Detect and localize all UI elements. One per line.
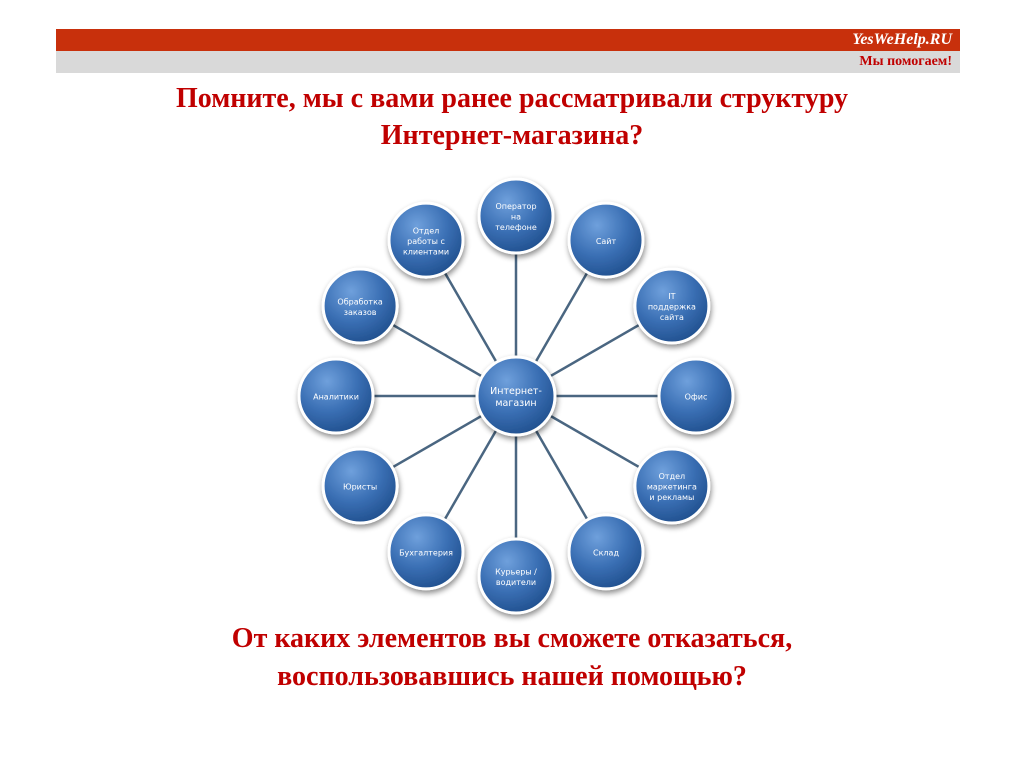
node-marketing-label-line: Отдел xyxy=(658,472,686,482)
node-operator-label-line: на xyxy=(510,212,522,222)
node-couriers-label xyxy=(495,567,537,587)
node-accounting xyxy=(389,515,463,589)
node-couriers xyxy=(479,539,553,613)
node-order-processing xyxy=(323,269,397,343)
node-analytics-label xyxy=(313,393,359,402)
node-analytics xyxy=(299,359,373,433)
node-operator xyxy=(479,179,553,253)
node-it-support-label-line: сайта xyxy=(659,313,684,323)
node-client-dept-label-line: работы с xyxy=(407,236,445,246)
node-marketing-label-line: маркетинга xyxy=(646,482,697,492)
node-site-label xyxy=(596,237,617,246)
node-couriers-label-line: Курьеры / xyxy=(495,567,537,577)
node-office-label xyxy=(685,393,708,402)
node-marketing xyxy=(635,449,709,523)
node-site xyxy=(569,203,643,277)
hub-node-label-line: магазин xyxy=(495,398,537,410)
node-accounting-label-line: Бухгалтерия xyxy=(399,548,453,558)
question-text xyxy=(56,620,968,696)
question-line-1: От каких элементов вы сможете отказаться, xyxy=(231,623,793,654)
node-analytics-label-line: Аналитики xyxy=(313,392,359,402)
node-couriers-label-line: водители xyxy=(495,577,537,587)
node-lawyers xyxy=(323,449,397,523)
node-it-support-label-line: поддержка xyxy=(647,302,696,312)
node-order-processing-label xyxy=(337,297,383,317)
hub-node-label xyxy=(490,386,542,409)
node-client-dept-label-line: Отдел xyxy=(412,226,440,236)
brand-slogan: Мы помогаем! xyxy=(859,54,952,69)
node-warehouse-label-line: Склад xyxy=(593,548,619,558)
node-operator-label-line: телефоне xyxy=(495,223,537,233)
node-client-dept xyxy=(389,203,463,277)
node-order-processing-label-line: Обработка xyxy=(337,297,383,307)
slide-title-line-1: Помните, мы с вами ранее рассматривали структуру xyxy=(175,83,849,114)
node-office xyxy=(659,359,733,433)
node-client-dept-label-line: клиентами xyxy=(402,247,450,257)
hub-node-label-line: Интернет- xyxy=(490,386,542,398)
brand-name: YesWeHelp.RU xyxy=(852,31,952,48)
node-it-support-label-line: IT xyxy=(668,292,676,302)
node-site-label-line: Сайт xyxy=(595,236,617,246)
node-office-label-line: Офис xyxy=(684,392,708,402)
nodes-group xyxy=(299,179,733,613)
node-accounting-label xyxy=(399,549,453,558)
node-order-processing-label-line: заказов xyxy=(343,307,377,317)
node-it-support xyxy=(635,269,709,343)
question-line-2: воспользовавшись нашей помощью? xyxy=(277,661,747,692)
slide-title-line-2: Интернет-магазина? xyxy=(380,120,644,151)
node-warehouse-label xyxy=(593,549,619,558)
node-operator-label-line: Оператор xyxy=(495,202,537,212)
node-marketing-label-line: и рекламы xyxy=(649,493,695,503)
node-lawyers-label-line: Юристы xyxy=(342,482,378,492)
node-warehouse xyxy=(569,515,643,589)
hub-node xyxy=(477,357,555,435)
node-lawyers-label xyxy=(343,483,377,492)
